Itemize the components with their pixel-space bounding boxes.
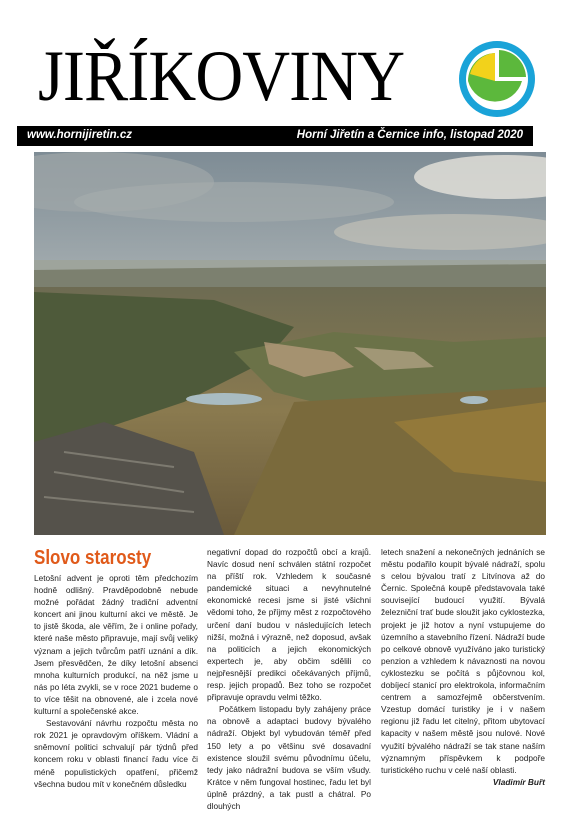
website-link[interactable]: www.hornijiretin.cz [27,129,132,141]
article-column-1 [34,572,198,790]
paragraph: Sestavování návrhu rozpočtu města no rok 2021 je opravdovým oříškem. Vládní a sněmovní politici schvalují pár týdnů před koncem roku v oblasti financí řadu více či méně populistických opatření, přičemž všechna budou mít v konečném důsledku [34,718,198,789]
article-column-2 [207,546,371,812]
paragraph: Letošní advent je oproti těm předchozím hodně odlišný. Pravděpodobně nebude možné pořádat žádný tradiční adventní koncert ani jinou kulturní akci ve městě. Je to jistě škoda, ale věřím, že i online pořady, které naše město připravuje, mají svůj veliký význam a jejich tvůrcům patří uznání a dík. Jsem přesvědčen, že díky letošní absenci mnoha kulturních produkcí, na něž jsme u nás po léta zvykli, se v roce 2021 budeme o to více těšit na obnovené, ale i zcela nové kulturní a společenské akce. [34,573,198,717]
paragraph: Počátkem listopadu byly zahájeny práce na obnově a adaptaci budovy bývalého nádraží. Objekt byl vybudován téměř před 150 lety a po většinu své dosavadní existence sloužil svému původnímu účelu, tedy jako nádražní budova se vším všudy. Krátce v něm fungoval hostinec, řadu let byl úplně prázdný, a tak pustl a chátral. Po dlouhých [207,704,371,811]
paragraph: letech snažení a nekonečných jednáních se městu podařilo koupit bývalé nádraží, spolu s celou bývalou tratí z Litvínova až do Černic. Společná koupě představovala také související budoucí využití. Bývalá železniční trať bude sloužit jako cyklostezka, projekt je již hotov a nyní vstupujeme do územního a stavebního řízení. Nádraží bude po celkové obnově využíváno jako turistický penzion a vzhledem k návaznosti na novou cyklostezku se počítá s půjčovnou kol, dobíjecí stanicí pro elektrokola, informačním centrem a samozřejmě občerstvením. Vzestup domácí turistiky je i v našem regionu již řadu let citelný, přitom ubytovací kapacity v našem městě jsou nulové. Nové využití bývalého nádraží se tak stane naším významným příspěvkem k podpoře turistického ruchu v celé naší oblasti. [381,547,545,775]
pie-logo-icon [458,40,536,118]
info-bar [17,126,533,146]
author-signature: Vladimír Buřt [492,776,545,787]
masthead [30,22,550,130]
issue-info: Horní Jiřetín a Černice info, listopad 2020 [296,129,523,141]
aerial-landscape-photo [34,152,546,535]
paragraph: negativní dopad do rozpočtů obcí a krajů. Navíc dosud není schválen státní rozpočet na příští rok. Vzhledem k současné pandemické situaci a nevyhnutelné ekonomické recesi jsme si jisté všichni vědomi toho, že příjmy měst z rozpočtového určení daní budou v následujících letech nižší, možná i výrazně, než doposud, avšak na politicích a jejich ekonomických expertech je, aby občim sdělili co nejpřesnější predikci očekávaných příjmů, resp. jejich propadů. Bez toho se rozpočet připravuje opravdu velmi těžko. [207,547,371,703]
article-heading: Slovo starosty [34,547,152,569]
newspaper-title: JIŘÍKOVINY [38,36,405,116]
article-column-3 [381,546,545,788]
